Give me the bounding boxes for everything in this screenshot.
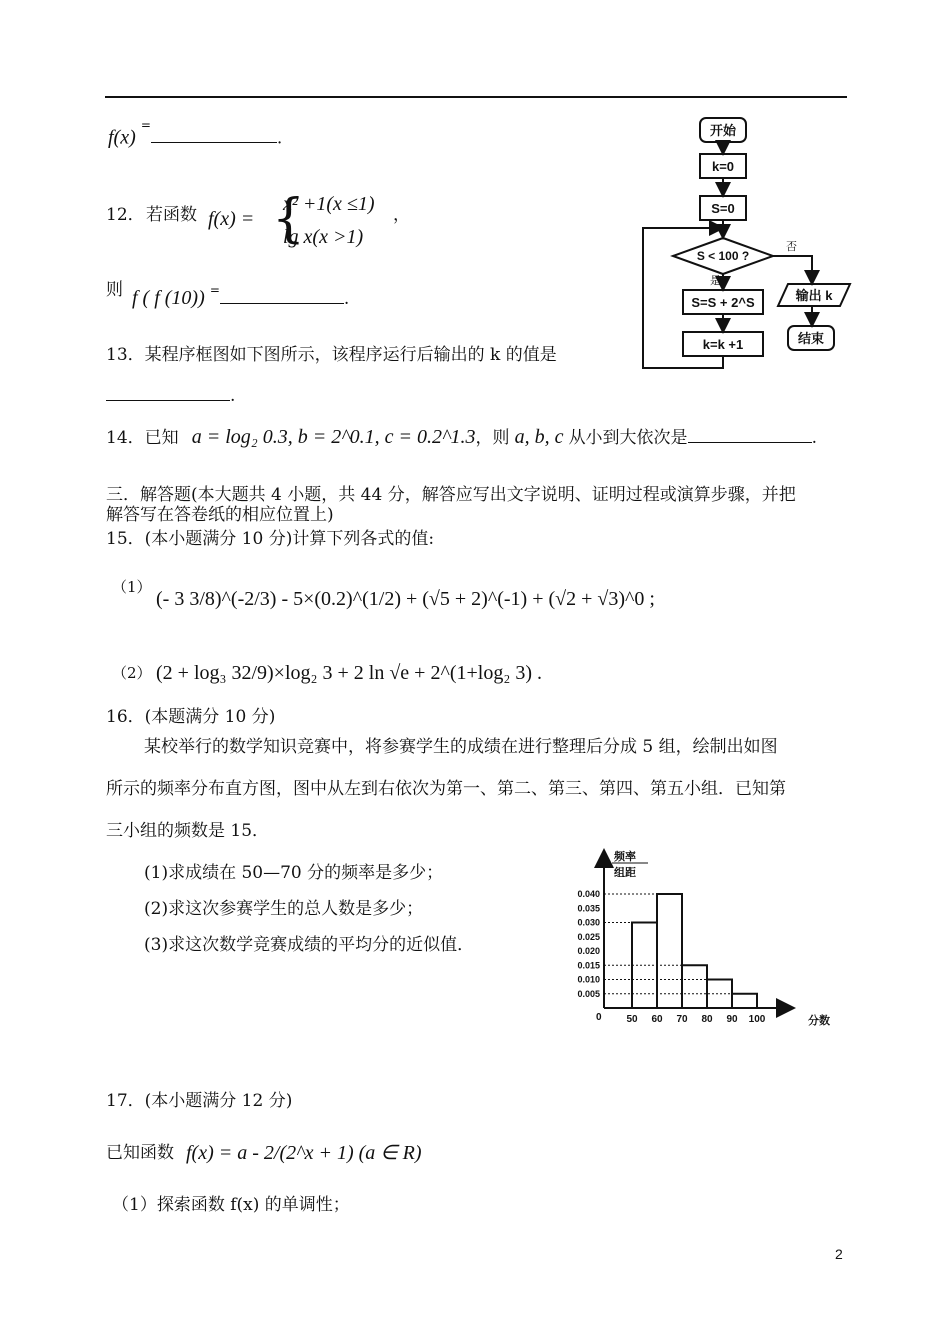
q12-case2: lg x(x >1): [283, 226, 364, 248]
histogram-xtick-label: 100: [748, 1014, 766, 1025]
page-number: 2: [835, 1246, 843, 1262]
flow-yes-label: 是: [710, 275, 721, 287]
q11-blank[interactable]: [151, 126, 277, 143]
q12-eq: =: [209, 283, 220, 297]
q15-part1-label: （1）: [112, 578, 152, 596]
q16-header: 16．(本题满分 10 分): [106, 707, 276, 727]
histogram-xtick-label: 90: [726, 1014, 738, 1025]
q12-number: 12．: [106, 205, 145, 225]
q12-brace: {: [272, 189, 306, 249]
histogram-bar: [657, 894, 682, 1008]
histogram-ytick-label: 0.005: [577, 988, 600, 999]
q16-sub3: (3)求这次数学竞赛成绩的平均分的近似值．: [144, 935, 475, 955]
q11-eq: =: [140, 118, 151, 132]
histogram-origin: 0: [596, 1012, 602, 1023]
histogram-ytick-label: 0.010: [577, 974, 600, 985]
q12-end: .: [343, 289, 350, 309]
q14-lead: 14．已知: [106, 428, 179, 448]
histogram-bar: [682, 965, 707, 1008]
histogram-xtick-label: 60: [651, 1014, 663, 1025]
q16-sub1: (1)求成绩在 50—70 分的频率是多少；: [144, 863, 444, 883]
flow-output-label: 输出 k: [795, 288, 833, 303]
q14-end: .: [811, 428, 817, 448]
q16-para3: 三小组的频数是 15．: [106, 821, 270, 841]
histogram-xtick-label: 50: [626, 1014, 638, 1025]
flow-assign-s-label: S=S + 2^S: [691, 295, 755, 310]
histogram: [560, 840, 850, 1040]
q12-comma: ，: [393, 205, 410, 225]
histogram-xtick-label: 70: [676, 1014, 688, 1025]
q12-lead: 若函数: [146, 205, 197, 225]
histogram-ytick-label: 0.025: [577, 931, 600, 942]
flowchart: [630, 110, 860, 380]
q11-answer-line: [108, 118, 283, 149]
q11-end: .: [276, 128, 283, 149]
section3-line2: 解答写在答卷纸的相应位置上): [106, 505, 334, 525]
histogram-bar: [732, 994, 757, 1008]
histogram-xlabel: 分数: [808, 1015, 830, 1027]
q15-part1-expr: (- 3 3/8)^(-2/3) - 5×(0.2)^(1/2) + (√5 + 2)^(-1) + (√2 + √3)^0 ;: [156, 588, 655, 610]
q12-blank[interactable]: [220, 287, 344, 304]
flow-k0-label: k=0: [711, 159, 735, 174]
q17-func: f(x) = a - 2/(2^x + 1) (a ∈ R): [186, 1142, 422, 1164]
q15-part2-label: （2）: [112, 664, 152, 682]
histogram-xtick-label: 80: [701, 1014, 713, 1025]
q15-header: 15．(本小题满分 10 分)计算下列各式的值:: [106, 529, 435, 549]
q14-expr: a = log₂ 0.3, b = 2^0.1, c = 0.2^1.3: [191, 426, 476, 448]
q17-lead: 已知函数: [106, 1143, 174, 1163]
histogram-ytick-label: 0.020: [577, 946, 600, 956]
q14-mid: ，则: [475, 428, 510, 448]
q13-end: .: [230, 386, 236, 406]
q17-header: 17．(本小题满分 12 分): [106, 1091, 293, 1111]
flow-end-label: 结束: [797, 331, 825, 346]
flow-cond-label: S < 100 ?: [696, 249, 750, 263]
histogram-bars: [632, 894, 757, 1008]
q16-sub2: (2)求这次参赛学生的总人数是多少；: [144, 899, 424, 919]
q13-text: 13．某程序框图如下图所示，该程序运行后输出的 k 的值是: [106, 345, 557, 365]
q14-line: [106, 426, 817, 449]
q14-vars: a, b, c: [514, 426, 564, 448]
top-rule: [105, 96, 847, 98]
q13-answer-line: [106, 384, 235, 407]
q12-answer-line: [132, 283, 350, 310]
histogram-ylabel-bottom: 组距: [614, 867, 636, 879]
q16-para1: 某校举行的数学知识竞赛中，将参赛学生的成绩在进行整理后分成 5 组，绘制出如图: [144, 737, 778, 757]
flow-s0-label: S=0: [711, 201, 735, 216]
flow-assign-k-label: k=k +1: [702, 337, 744, 352]
q12-ffx: f ( f (10)): [132, 287, 205, 309]
flow-no-label: 否: [786, 241, 797, 253]
q15-part2-expr: (2 + log₃ 32/9)×log₂ 3 + 2 ln √e + 2^(1+log₂ 3) .: [156, 662, 542, 684]
histogram-ylabel-top: 频率: [614, 851, 636, 863]
histogram-ytick-label: 0.035: [577, 903, 600, 914]
q12-then: 则: [106, 280, 123, 300]
histogram-ytick-label: 0.040: [577, 889, 600, 899]
q11-fx: f(x): [108, 126, 136, 149]
histogram-ytick-label: 0.030: [577, 917, 600, 928]
histogram-ytick-label: 0.015: [577, 960, 600, 971]
q14-blank[interactable]: [688, 426, 812, 443]
q12-fx: f(x) =: [208, 208, 255, 230]
q12-case1: x² +1(x ≤1): [283, 193, 375, 215]
q16-para2: 所示的频率分布直方图，图中从左到右依次为第一、第二、第三、第四、第五小组．已知第: [106, 779, 786, 799]
q14-tail: 从小到大依次是: [568, 428, 688, 448]
flow-start-label: 开始: [709, 123, 737, 138]
q17-sub1: （1）探索函数 f(x) 的单调性；: [112, 1195, 350, 1215]
q13-blank[interactable]: [106, 384, 230, 401]
section3-line1: 三．解答题(本大题共 4 小题，共 44 分，解答应写出文字说明、证明过程或演算步骤，并把: [106, 485, 796, 505]
